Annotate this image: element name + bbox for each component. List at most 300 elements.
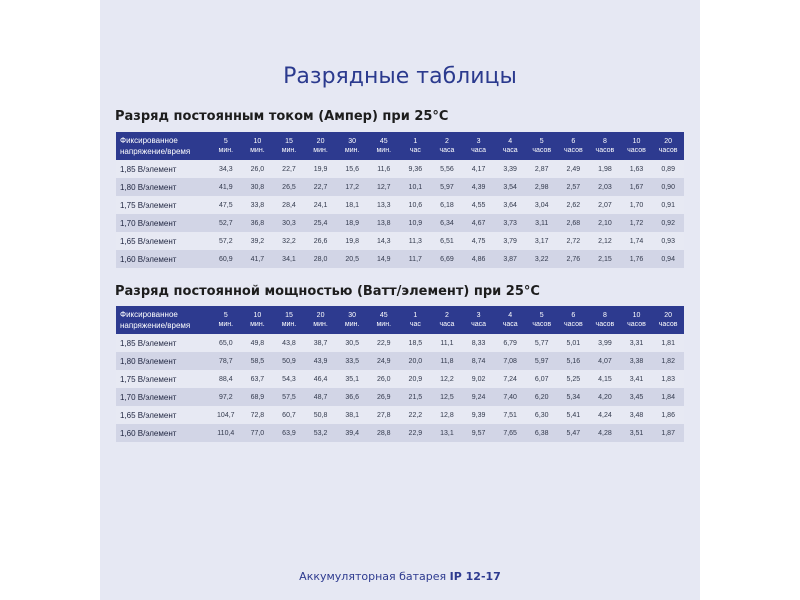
column-header-unit: часов — [532, 147, 552, 154]
table-cell: 2,15 — [589, 250, 621, 268]
table-cell: 3,99 — [589, 334, 621, 352]
table-cell: 43,9 — [305, 352, 337, 370]
table-cell: 2,87 — [526, 160, 558, 178]
column-header-value: 10 — [632, 312, 641, 319]
column-header-value: 20 — [316, 312, 325, 319]
table-cell: 24,9 — [368, 352, 400, 370]
table-cell: 65,0 — [210, 334, 242, 352]
column-header — [463, 306, 495, 334]
table-row — [116, 178, 684, 196]
column-header-value: 8 — [602, 138, 607, 145]
table-cell: 0,93 — [652, 232, 684, 250]
table-cell: 10,6 — [400, 196, 432, 214]
table-cell: 30,3 — [273, 214, 305, 232]
column-header — [589, 132, 621, 160]
table-cell: 4,39 — [463, 178, 495, 196]
table-cell: 7,40 — [494, 388, 526, 406]
footer-prefix: Аккумуляторная батарея — [299, 570, 450, 583]
table-cell: 1,82 — [652, 352, 684, 370]
column-header-value: 30 — [348, 312, 357, 319]
table-cell: 1,81 — [652, 334, 684, 352]
column-header-value: 45 — [379, 312, 388, 319]
table-row — [116, 214, 684, 232]
table-cell: 13,1 — [431, 424, 463, 442]
table-cell: 6,34 — [431, 214, 463, 232]
table-cell: 6,07 — [526, 370, 558, 388]
table-cell: 2,57 — [558, 178, 590, 196]
table-cell: 50,8 — [305, 406, 337, 424]
table-cell: 20,9 — [400, 370, 432, 388]
column-header — [273, 306, 305, 334]
column-header — [210, 306, 242, 334]
table-cell: 2,10 — [589, 214, 621, 232]
column-header-value: 2 — [445, 312, 449, 319]
column-header — [494, 132, 526, 160]
table-cell: 6,79 — [494, 334, 526, 352]
table-cell: 1,63 — [621, 160, 653, 178]
table-row — [116, 196, 684, 214]
column-header — [558, 132, 590, 160]
table-cell: 78,7 — [210, 352, 242, 370]
table-cell: 5,25 — [558, 370, 590, 388]
table-row — [116, 424, 684, 442]
table-cell: 53,2 — [305, 424, 337, 442]
column-header — [526, 306, 558, 334]
column-header — [273, 132, 305, 160]
column-header-unit: часов — [563, 321, 583, 328]
table-cell: 6,20 — [526, 388, 558, 406]
table-cell: 4,86 — [463, 250, 495, 268]
table-cell: 3,22 — [526, 250, 558, 268]
table-cell: 4,55 — [463, 196, 495, 214]
table-cell: 1,98 — [589, 160, 621, 178]
table-cell: 28,4 — [273, 196, 305, 214]
table-cell: 11,8 — [431, 352, 463, 370]
table-cell: 9,39 — [463, 406, 495, 424]
table-row — [116, 334, 684, 352]
table-cell: 5,56 — [431, 160, 463, 178]
column-header — [368, 132, 400, 160]
table-cell: 97,2 — [210, 388, 242, 406]
table-cell: 8,74 — [463, 352, 495, 370]
table-cell: 35,1 — [336, 370, 368, 388]
column-header-unit: часа — [439, 321, 455, 328]
table-cell: 2,72 — [558, 232, 590, 250]
table-cell: 2,62 — [558, 196, 590, 214]
column-header-value: 3 — [476, 138, 481, 145]
column-header-unit: часов — [563, 147, 583, 154]
table-cell: 2,98 — [526, 178, 558, 196]
table-row — [116, 388, 684, 406]
table-cell: 9,57 — [463, 424, 495, 442]
row-label: 1,85 В/элемент — [116, 160, 210, 178]
column-header — [336, 132, 368, 160]
table-cell: 34,1 — [273, 250, 305, 268]
column-header-unit: часов — [595, 147, 615, 154]
column-header-unit: мин. — [218, 147, 234, 154]
table-cell: 12,7 — [368, 178, 400, 196]
table-cell: 5,97 — [526, 352, 558, 370]
column-header — [621, 306, 653, 334]
column-header-unit: часов — [658, 147, 678, 154]
column-header-value: 5 — [539, 312, 544, 319]
table-cell: 57,2 — [210, 232, 242, 250]
table-cell: 1,86 — [652, 406, 684, 424]
column-header-value: 20 — [664, 138, 673, 145]
column-header-unit: часа — [471, 321, 487, 328]
table-cell: 43,8 — [273, 334, 305, 352]
table-cell: 2,68 — [558, 214, 590, 232]
column-header — [242, 306, 274, 334]
table-cell: 2,07 — [589, 196, 621, 214]
table-cell: 13,8 — [368, 214, 400, 232]
table-cell: 57,5 — [273, 388, 305, 406]
column-header — [400, 132, 432, 160]
table-cell: 26,0 — [368, 370, 400, 388]
column-header-value: 20 — [664, 312, 673, 319]
column-header — [621, 132, 653, 160]
table-cell: 32,2 — [273, 232, 305, 250]
row-label: 1,80 В/элемент — [116, 352, 210, 370]
column-header-unit: часа — [439, 147, 455, 154]
table-cell: 12,5 — [431, 388, 463, 406]
table-cell: 12,2 — [431, 370, 463, 388]
column-header-unit: часов — [532, 321, 552, 328]
table-cell: 3,45 — [621, 388, 653, 406]
column-header-unit: мин. — [313, 147, 328, 154]
column-header-unit: мин. — [376, 147, 392, 154]
column-header — [558, 306, 590, 334]
table-cell: 5,47 — [558, 424, 590, 442]
column-header-unit: часа — [502, 321, 518, 328]
table-cell: 63,7 — [242, 370, 274, 388]
table-header-row — [116, 132, 684, 160]
table-cell: 30,5 — [336, 334, 368, 352]
table-cell: 1,72 — [621, 214, 653, 232]
column-header-value: 1 — [413, 138, 418, 145]
table-cell: 60,7 — [273, 406, 305, 424]
table-cell: 10,1 — [400, 178, 432, 196]
table-cell: 7,65 — [494, 424, 526, 442]
column-header-unit: часов — [627, 147, 646, 154]
table-cell: 3,79 — [494, 232, 526, 250]
table-cell: 3,39 — [494, 160, 526, 178]
discharge-table-power — [116, 306, 684, 442]
table-cell: 6,18 — [431, 196, 463, 214]
table-cell: 8,33 — [463, 334, 495, 352]
table-cell: 3,51 — [621, 424, 653, 442]
table-cell: 14,9 — [368, 250, 400, 268]
table-cell: 6,38 — [526, 424, 558, 442]
table-row — [116, 160, 684, 178]
table-cell: 52,7 — [210, 214, 242, 232]
column-header-unit: час — [409, 147, 421, 154]
table-cell: 11,6 — [368, 160, 400, 178]
table-cell: 1,74 — [621, 232, 653, 250]
table-cell: 63,9 — [273, 424, 305, 442]
table-cell: 28,8 — [368, 424, 400, 442]
row-label: 1,60 В/элемент — [116, 250, 210, 268]
table-cell: 20,0 — [400, 352, 432, 370]
table-cell: 3,11 — [526, 214, 558, 232]
table-cell: 7,51 — [494, 406, 526, 424]
table-cell: 1,67 — [621, 178, 653, 196]
table-row — [116, 250, 684, 268]
table-cell: 3,17 — [526, 232, 558, 250]
table-cell: 4,20 — [589, 388, 621, 406]
column-header-value: 5 — [539, 138, 544, 145]
column-header-unit: часов — [595, 321, 615, 328]
table-row — [116, 352, 684, 370]
table-cell: 19,9 — [305, 160, 337, 178]
column-header-value: 10 — [253, 138, 262, 145]
table-row — [116, 232, 684, 250]
table-cell: 21,5 — [400, 388, 432, 406]
column-header-value: 2 — [445, 138, 449, 145]
column-header-value: 1 — [413, 312, 418, 319]
column-header — [589, 306, 621, 334]
table-cell: 5,77 — [526, 334, 558, 352]
table-cell: 22,7 — [305, 178, 337, 196]
row-label: 1,65 В/элемент — [116, 232, 210, 250]
header-label: Фиксированное напряжение/время — [116, 132, 210, 160]
table-cell: 6,30 — [526, 406, 558, 424]
column-header-unit: часа — [471, 147, 487, 154]
table-cell: 12,8 — [431, 406, 463, 424]
table-cell: 2,49 — [558, 160, 590, 178]
table-cell: 30,8 — [242, 178, 274, 196]
table-cell: 26,5 — [273, 178, 305, 196]
table-cell: 26,6 — [305, 232, 337, 250]
column-header-unit: мин. — [218, 321, 234, 328]
table-cell: 6,69 — [431, 250, 463, 268]
table-cell: 6,51 — [431, 232, 463, 250]
table-cell: 17,2 — [336, 178, 368, 196]
table-cell: 3,54 — [494, 178, 526, 196]
table-cell: 14,3 — [368, 232, 400, 250]
table-cell: 34,3 — [210, 160, 242, 178]
column-header-unit: мин. — [281, 147, 297, 154]
footer-model: IP 12-17 — [449, 570, 501, 583]
table-cell: 22,9 — [400, 424, 432, 442]
table-cell: 0,91 — [652, 196, 684, 214]
column-header — [368, 306, 400, 334]
column-header-unit: мин. — [250, 147, 265, 154]
table-cell: 60,9 — [210, 250, 242, 268]
page-title: Разрядные таблицы — [283, 64, 517, 89]
column-header — [526, 132, 558, 160]
table-cell: 1,76 — [621, 250, 653, 268]
table-cell: 19,8 — [336, 232, 368, 250]
column-header-value: 6 — [571, 138, 576, 145]
column-header-unit: мин. — [281, 321, 297, 328]
table-row — [116, 406, 684, 424]
table-cell: 48,7 — [305, 388, 337, 406]
section-title-power: Разряд постоянной мощностью (Ватт/элемент) при 25°C — [115, 284, 540, 299]
table-cell: 5,34 — [558, 388, 590, 406]
row-label: 1,65 В/элемент — [116, 406, 210, 424]
table-cell: 5,97 — [431, 178, 463, 196]
table-cell: 0,94 — [652, 250, 684, 268]
table-cell: 3,64 — [494, 196, 526, 214]
column-header-value: 15 — [285, 138, 293, 145]
table-cell: 47,5 — [210, 196, 242, 214]
column-header-unit: мин. — [313, 321, 328, 328]
table-cell: 5,41 — [558, 406, 590, 424]
column-header — [400, 306, 432, 334]
table-cell: 22,2 — [400, 406, 432, 424]
row-label: 1,75 В/элемент — [116, 196, 210, 214]
row-label: 1,85 В/элемент — [116, 334, 210, 352]
table-cell: 5,16 — [558, 352, 590, 370]
table-cell: 18,5 — [400, 334, 432, 352]
table-cell: 7,24 — [494, 370, 526, 388]
table-cell: 4,28 — [589, 424, 621, 442]
table-cell: 7,08 — [494, 352, 526, 370]
table-cell: 10,9 — [400, 214, 432, 232]
table-cell: 36,6 — [336, 388, 368, 406]
column-header-value: 15 — [285, 312, 293, 319]
table-cell: 72,8 — [242, 406, 274, 424]
table-cell: 22,9 — [368, 334, 400, 352]
table-cell: 0,92 — [652, 214, 684, 232]
table-cell: 3,87 — [494, 250, 526, 268]
table-cell: 3,38 — [621, 352, 653, 370]
table-cell: 24,1 — [305, 196, 337, 214]
column-header-value: 10 — [632, 138, 641, 145]
table-cell: 1,83 — [652, 370, 684, 388]
row-label: 1,60 В/элемент — [116, 424, 210, 442]
table-cell: 3,31 — [621, 334, 653, 352]
column-header-value: 8 — [602, 312, 607, 319]
column-header-value: 4 — [508, 138, 513, 145]
table-cell: 9,36 — [400, 160, 432, 178]
table-cell: 68,9 — [242, 388, 274, 406]
column-header — [210, 132, 242, 160]
column-header — [242, 132, 274, 160]
table-cell: 3,41 — [621, 370, 653, 388]
table-cell: 33,8 — [242, 196, 274, 214]
column-header — [652, 306, 684, 334]
column-header — [652, 132, 684, 160]
table-cell: 88,4 — [210, 370, 242, 388]
table-cell: 9,02 — [463, 370, 495, 388]
row-label: 1,80 В/элемент — [116, 178, 210, 196]
column-header — [305, 132, 337, 160]
table-cell: 2,03 — [589, 178, 621, 196]
discharge-table-current — [116, 132, 684, 268]
table-cell: 4,15 — [589, 370, 621, 388]
column-header-unit: часов — [658, 321, 678, 328]
table-cell: 20,5 — [336, 250, 368, 268]
column-header-value: 20 — [316, 138, 325, 145]
table-header-row — [116, 306, 684, 334]
column-header-unit: мин. — [344, 147, 360, 154]
table-cell: 3,73 — [494, 214, 526, 232]
table-cell: 9,24 — [463, 388, 495, 406]
table-cell: 18,1 — [336, 196, 368, 214]
table-cell: 41,9 — [210, 178, 242, 196]
table-cell: 110,4 — [210, 424, 242, 442]
column-header-value: 6 — [571, 312, 576, 319]
table-cell: 18,9 — [336, 214, 368, 232]
table-cell: 49,8 — [242, 334, 274, 352]
table-cell: 0,90 — [652, 178, 684, 196]
table-cell: 26,0 — [242, 160, 274, 178]
table-cell: 38,7 — [305, 334, 337, 352]
column-header-value: 30 — [348, 138, 357, 145]
table-cell: 3,48 — [621, 406, 653, 424]
table-cell: 4,75 — [463, 232, 495, 250]
column-header-value: 5 — [223, 312, 228, 319]
table-cell: 28,0 — [305, 250, 337, 268]
table-cell: 41,7 — [242, 250, 274, 268]
column-header-value: 45 — [379, 138, 388, 145]
table-cell: 1,87 — [652, 424, 684, 442]
table-cell: 26,9 — [368, 388, 400, 406]
column-header — [305, 306, 337, 334]
column-header-unit: часа — [502, 147, 518, 154]
table-cell: 25,4 — [305, 214, 337, 232]
column-header-unit: часов — [627, 321, 646, 328]
table-cell: 3,04 — [526, 196, 558, 214]
row-label: 1,75 В/элемент — [116, 370, 210, 388]
table-cell: 1,70 — [621, 196, 653, 214]
table-cell: 54,3 — [273, 370, 305, 388]
table-cell: 46,4 — [305, 370, 337, 388]
column-header-unit: мин. — [250, 321, 265, 328]
column-header — [463, 132, 495, 160]
table-cell: 4,17 — [463, 160, 495, 178]
table-cell: 15,6 — [336, 160, 368, 178]
document-page — [100, 0, 700, 600]
footer-caption — [100, 570, 700, 583]
table-cell: 2,12 — [589, 232, 621, 250]
table-cell: 77,0 — [242, 424, 274, 442]
column-header-value: 4 — [508, 312, 513, 319]
row-label: 1,70 В/элемент — [116, 388, 210, 406]
table-cell: 4,24 — [589, 406, 621, 424]
column-header-value: 3 — [476, 312, 481, 319]
table-cell: 4,67 — [463, 214, 495, 232]
column-header-value: 5 — [223, 138, 228, 145]
column-header-unit: мин. — [344, 321, 360, 328]
column-header — [431, 132, 463, 160]
table-cell: 0,89 — [652, 160, 684, 178]
section-title-current: Разряд постоянным током (Ампер) при 25°C — [115, 109, 449, 124]
table-cell: 11,7 — [400, 250, 432, 268]
table-cell: 1,84 — [652, 388, 684, 406]
table-cell: 58,5 — [242, 352, 274, 370]
column-header-value: 10 — [253, 312, 262, 319]
table-cell: 4,07 — [589, 352, 621, 370]
table-cell: 104,7 — [210, 406, 242, 424]
table-cell: 11,1 — [431, 334, 463, 352]
table-cell: 39,4 — [336, 424, 368, 442]
column-header — [336, 306, 368, 334]
column-header-unit: час — [409, 321, 421, 328]
column-header — [494, 306, 526, 334]
table-cell: 13,3 — [368, 196, 400, 214]
table-cell: 36,8 — [242, 214, 274, 232]
table-cell: 39,2 — [242, 232, 274, 250]
table-row — [116, 370, 684, 388]
column-header — [431, 306, 463, 334]
table-cell: 33,5 — [336, 352, 368, 370]
table-cell: 11,3 — [400, 232, 432, 250]
header-label: Фиксированное напряжение/время — [116, 306, 210, 334]
table-cell: 38,1 — [336, 406, 368, 424]
